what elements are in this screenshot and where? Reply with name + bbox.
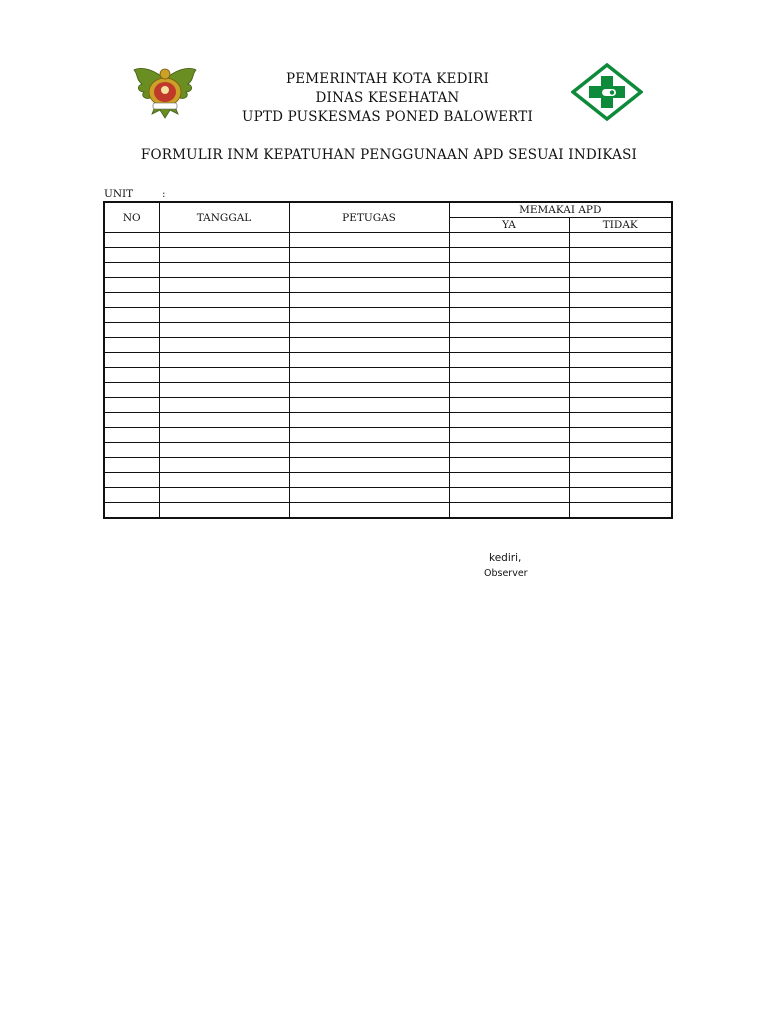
cell-petugas[interactable]	[289, 383, 449, 398]
cell-tanggal[interactable]	[159, 293, 289, 308]
cell-tanggal[interactable]	[159, 368, 289, 383]
cell-tidak[interactable]	[569, 383, 672, 398]
cell-tanggal[interactable]	[159, 353, 289, 368]
cell-ya[interactable]	[449, 263, 569, 278]
table-row	[104, 278, 672, 293]
cell-no[interactable]	[104, 338, 159, 353]
cell-tidak[interactable]	[569, 308, 672, 323]
table-row	[104, 368, 672, 383]
cell-tanggal[interactable]	[159, 383, 289, 398]
cell-no[interactable]	[104, 458, 159, 473]
cell-no[interactable]	[104, 263, 159, 278]
cell-tidak[interactable]	[569, 458, 672, 473]
cell-tanggal[interactable]	[159, 233, 289, 248]
cell-petugas[interactable]	[289, 473, 449, 488]
header-tidak: TIDAK	[569, 218, 672, 233]
unit-field	[104, 188, 166, 200]
cell-ya[interactable]	[449, 458, 569, 473]
cell-petugas[interactable]	[289, 278, 449, 293]
cell-no[interactable]	[104, 398, 159, 413]
signature-place: kediri,	[489, 552, 522, 564]
cell-petugas[interactable]	[289, 338, 449, 353]
cell-petugas[interactable]	[289, 248, 449, 263]
cell-tidak[interactable]	[569, 428, 672, 443]
cell-no[interactable]	[104, 383, 159, 398]
cell-tanggal[interactable]	[159, 443, 289, 458]
cell-ya[interactable]	[449, 323, 569, 338]
cell-tanggal[interactable]	[159, 248, 289, 263]
cell-tidak[interactable]	[569, 353, 672, 368]
cell-petugas[interactable]	[289, 398, 449, 413]
cell-tanggal[interactable]	[159, 503, 289, 519]
cell-no[interactable]	[104, 323, 159, 338]
cell-ya[interactable]	[449, 233, 569, 248]
table-row	[104, 323, 672, 338]
puskesmas-cross-icon	[571, 63, 643, 121]
header-government: PEMERINTAH KOTA KEDIRI	[285, 71, 490, 87]
cell-tidak[interactable]	[569, 248, 672, 263]
cell-tidak[interactable]	[569, 278, 672, 293]
header-institution: UPTD PUSKESMAS PONED BALOWERTI	[242, 109, 533, 125]
table-row	[104, 473, 672, 488]
table-row	[104, 233, 672, 248]
cell-ya[interactable]	[449, 353, 569, 368]
kota-kediri-emblem-icon	[128, 62, 202, 122]
cell-tidak[interactable]	[569, 503, 672, 519]
cell-no[interactable]	[104, 353, 159, 368]
cell-petugas[interactable]	[289, 263, 449, 278]
table-row	[104, 353, 672, 368]
cell-no[interactable]	[104, 488, 159, 503]
table-row	[104, 503, 672, 519]
cell-tidak[interactable]	[569, 488, 672, 503]
table-row	[104, 383, 672, 398]
cell-tanggal[interactable]	[159, 263, 289, 278]
cell-no[interactable]	[104, 308, 159, 323]
cell-ya[interactable]	[449, 248, 569, 263]
unit-separator: :	[162, 188, 166, 200]
signature-block	[484, 552, 528, 579]
cell-tanggal[interactable]	[159, 458, 289, 473]
table-row	[104, 338, 672, 353]
cell-no[interactable]	[104, 443, 159, 458]
cell-tidak[interactable]	[569, 413, 672, 428]
table-row	[104, 263, 672, 278]
cell-ya[interactable]	[449, 443, 569, 458]
cell-petugas[interactable]	[289, 293, 449, 308]
cell-ya[interactable]	[449, 383, 569, 398]
table-row	[104, 458, 672, 473]
form-title: FORMULIR INM KEPATUHAN PENGGUNAAN APD SESUAI INDIKASI	[140, 147, 638, 163]
header-no: NO	[104, 202, 159, 233]
cell-petugas[interactable]	[289, 368, 449, 383]
cell-tidak[interactable]	[569, 293, 672, 308]
header-memakai-apd: MEMAKAI APD	[449, 202, 672, 218]
cell-ya[interactable]	[449, 428, 569, 443]
apd-compliance-table	[103, 201, 673, 519]
cell-tidak[interactable]	[569, 443, 672, 458]
cell-ya[interactable]	[449, 503, 569, 519]
cell-ya[interactable]	[449, 398, 569, 413]
cell-tanggal[interactable]	[159, 338, 289, 353]
cell-no[interactable]	[104, 503, 159, 519]
table-row	[104, 398, 672, 413]
table-body	[104, 233, 672, 519]
cell-tidak[interactable]	[569, 368, 672, 383]
table-row	[104, 443, 672, 458]
cell-petugas[interactable]	[289, 503, 449, 519]
header-agency: DINAS KESEHATAN	[315, 90, 460, 106]
cell-petugas[interactable]	[289, 353, 449, 368]
cell-tidak[interactable]	[569, 338, 672, 353]
cell-tanggal[interactable]	[159, 278, 289, 293]
table-row	[104, 308, 672, 323]
cell-petugas[interactable]	[289, 488, 449, 503]
cell-tanggal[interactable]	[159, 308, 289, 323]
cell-no[interactable]	[104, 413, 159, 428]
cell-petugas[interactable]	[289, 233, 449, 248]
table-row	[104, 413, 672, 428]
cell-ya[interactable]	[449, 278, 569, 293]
cell-no[interactable]	[104, 248, 159, 263]
cell-petugas[interactable]	[289, 443, 449, 458]
table-row	[104, 428, 672, 443]
cell-tidak[interactable]	[569, 233, 672, 248]
header-petugas: PETUGAS	[289, 202, 449, 233]
signature-role: Observer	[484, 568, 528, 579]
cell-no[interactable]	[104, 428, 159, 443]
header-tanggal: TANGGAL	[159, 202, 289, 233]
cell-no[interactable]	[104, 233, 159, 248]
cell-no[interactable]	[104, 368, 159, 383]
cell-ya[interactable]	[449, 338, 569, 353]
cell-petugas[interactable]	[289, 308, 449, 323]
table-row	[104, 248, 672, 263]
cell-tanggal[interactable]	[159, 413, 289, 428]
cell-no[interactable]	[104, 278, 159, 293]
header-ya: YA	[449, 218, 569, 233]
cell-ya[interactable]	[449, 413, 569, 428]
cell-ya[interactable]	[449, 293, 569, 308]
cell-tidak[interactable]	[569, 263, 672, 278]
cell-tidak[interactable]	[569, 473, 672, 488]
unit-label: UNIT	[104, 188, 134, 200]
cell-ya[interactable]	[449, 368, 569, 383]
table-row	[104, 488, 672, 503]
cell-ya[interactable]	[449, 488, 569, 503]
cell-no[interactable]	[104, 293, 159, 308]
cell-no[interactable]	[104, 473, 159, 488]
cell-tanggal[interactable]	[159, 323, 289, 338]
table-row	[104, 293, 672, 308]
letterhead	[200, 70, 575, 127]
cell-petugas[interactable]	[289, 413, 449, 428]
cell-tanggal[interactable]	[159, 398, 289, 413]
cell-petugas[interactable]	[289, 323, 449, 338]
cell-tanggal[interactable]	[159, 473, 289, 488]
cell-tanggal[interactable]	[159, 428, 289, 443]
cell-ya[interactable]	[449, 473, 569, 488]
cell-tidak[interactable]	[569, 398, 672, 413]
cell-petugas[interactable]	[289, 458, 449, 473]
cell-ya[interactable]	[449, 308, 569, 323]
cell-petugas[interactable]	[289, 428, 449, 443]
cell-tanggal[interactable]	[159, 488, 289, 503]
cell-tidak[interactable]	[569, 323, 672, 338]
